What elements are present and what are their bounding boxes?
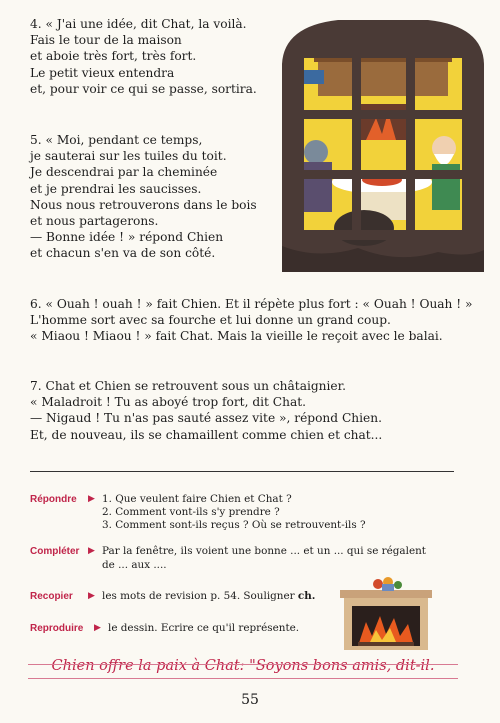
- paragraph-line: Le petit vieux entendra: [30, 65, 175, 80]
- exercise-label-repondre: Répondre: [30, 494, 77, 505]
- paragraph-line: et aboie très fort, très fort.: [30, 49, 197, 64]
- paragraph-line: — Nigaud ! Tu n'as pas sauté assez vite », répond Chien.: [30, 411, 382, 426]
- cursive-copy-sentence: Chien offre la paix à Chat: "Soyons bons amis, dit-il.: [51, 658, 435, 674]
- paragraph-line: Et, de nouveau, ils se chamaillent comme chien et chat...: [30, 427, 383, 442]
- exercise-completer-line: de ... aux ....: [102, 559, 167, 571]
- exercise-question: 1. Que veulent faire Chien et Chat ?: [102, 493, 292, 505]
- handwriting-guide-line: [28, 678, 458, 679]
- arrow-icon: ▶: [88, 546, 95, 556]
- arrow-icon: ▶: [94, 623, 101, 633]
- divider: [30, 471, 454, 472]
- exercise-completer-line: Par la fenêtre, ils voient une bonne ... et un ... qui se régalent: [102, 545, 426, 557]
- paragraph-line: Nous nous retrouverons dans le bois: [30, 197, 257, 212]
- paragraph-line: « Miaou ! Miaou ! » fait Chat. Mais la vieille le reçoit avec le balai.: [30, 329, 443, 344]
- paragraph-line: « Maladroit ! Tu as aboyé trop fort, dit Chat.: [30, 395, 307, 410]
- paragraph-line: et nous partagerons.: [30, 214, 159, 229]
- paragraph-line: et je prendrai les saucisses.: [30, 181, 202, 196]
- paragraph-7: [30, 378, 382, 443]
- paragraph-line: Je descendrai par la cheminée: [30, 165, 218, 180]
- exercise-label-recopier: Recopier: [30, 591, 73, 602]
- paragraph-5: [30, 132, 257, 262]
- paragraph-line: Fais le tour de la maison: [30, 33, 182, 48]
- paragraph-line: 4. « J'ai une idée, dit Chat, la voilà.: [30, 17, 247, 31]
- exercise-label-completer: Compléter: [30, 546, 80, 557]
- paragraph-line: 6. « Ouah ! ouah ! » fait Chien. Et il répète plus fort : « Ouah ! Ouah ! »: [30, 297, 473, 311]
- recopier-bold-word: ch.: [297, 590, 316, 602]
- exercise-recopier-text: [102, 590, 315, 603]
- recopier-instruction: les mots de revision p. 54. Souligner: [102, 590, 295, 602]
- arrow-icon: ▶: [88, 591, 95, 601]
- paragraph-line: et chacun s'en va de son côté.: [30, 246, 216, 261]
- exercise-question: 2. Comment vont-ils s'y prendre ?: [102, 506, 280, 518]
- fireplace-drawing: [338, 576, 434, 652]
- paragraph-line: 5. « Moi, pendant ce temps,: [30, 133, 203, 147]
- paragraph-line: je sauterai sur les tuiles du toit.: [30, 149, 227, 164]
- paragraph-line: L'homme sort avec sa fourche et lui donne un grand coup.: [30, 313, 391, 328]
- paragraph-line: — Bonne idée ! » répond Chien: [30, 230, 224, 245]
- exercise-question: 3. Comment sont-ils reçus ? Où se retrouvent-ils ?: [102, 519, 366, 531]
- paragraph-6: [30, 296, 473, 345]
- paragraph-line: et, pour voir ce qui se passe, sortira.: [30, 81, 257, 96]
- page-number: 55: [241, 692, 259, 708]
- paragraph-4: [30, 16, 257, 97]
- window-scene-illustration: [278, 14, 488, 276]
- exercise-reproduire-text: le dessin. Ecrire ce qu'il représente.: [108, 622, 300, 634]
- exercise-label-reproduire: Reproduire: [30, 623, 84, 634]
- paragraph-line: 7. Chat et Chien se retrouvent sous un châtaignier.: [30, 379, 346, 393]
- arrow-icon: ▶: [88, 494, 95, 504]
- handwriting-guide-line: [28, 664, 458, 665]
